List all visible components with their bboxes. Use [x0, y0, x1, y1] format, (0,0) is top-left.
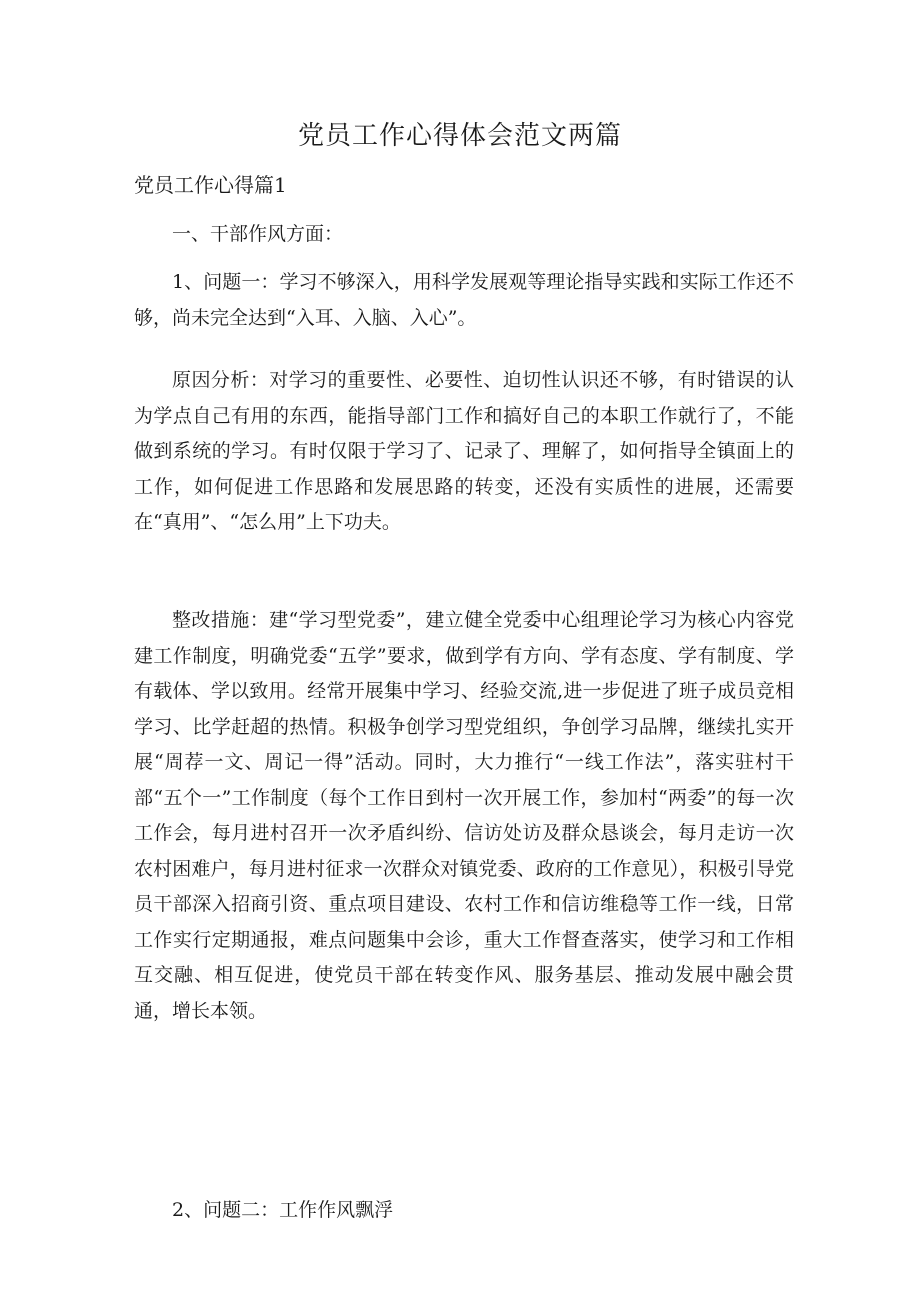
paragraph-problem-two: 2、问题二：工作作风飘浮	[172, 1199, 394, 1221]
paragraph-problem-one: 1、问题一：学习不够深入，用科学发展观等理论指导实践和实际工作还不够，尚未完全达到“入耳、入脑、入心”。	[134, 271, 794, 329]
heading-cadre-style: 一、干部作风方面：	[172, 223, 344, 245]
document-title: 党员工作心得体会范文两篇	[297, 121, 622, 151]
paragraph-rectification-measures: 整改措施：建“学习型党委”，建立健全党委中心组理论学习为核心内容党建工作制度，明确党委“五学”要求，做到学有方向、学有态度、学有制度、学有载体、学以致用。经常开展集中学习、经验交流,进一步促进了班子成员竞相学习、比学赶超的热情。积极争创学习型党组织，争创学习品牌，继续扎实开展“周荐一文、周记一得”活动。同时，大力推行“一线工作法”，落实驻村干部“五个一”工作制度（每个工作日到村一次开展工作，参加村“两委”的每一次工作会，每月进村召开一次矛盾纠纷、信访处访及群众恳谈会，每月走访一次农村困难户，每月进村征求一次群众对镇党委、政府的工作意见），积极引导党员干部深入招商引资、重点项目建设、农村工作和信访维稳等工作一线，日常工作实行定期通报，难点问题集中会诊，重大工作督查落实，使学习和工作相互交融、相互促进，使党员干部在转变作风、服务基层、推动发展中融会贯通，增长本领。	[134, 609, 794, 1022]
paragraph-cause-analysis: 原因分析：对学习的重要性、必要性、迫切性认识还不够，有时错误的认为学点自己有用的东西，能指导部门工作和搞好自己的本职工作就行了，不能做到系统的学习。有时仅限于学习了、记录了、理解了，如何指导全镇面上的工作，如何促进工作思路和发展思路的转变，还没有实质性的进展，还需要在“真用”、“怎么用”上下功夫。	[134, 369, 794, 533]
section-title: 党员工作心得篇1	[134, 173, 287, 197]
